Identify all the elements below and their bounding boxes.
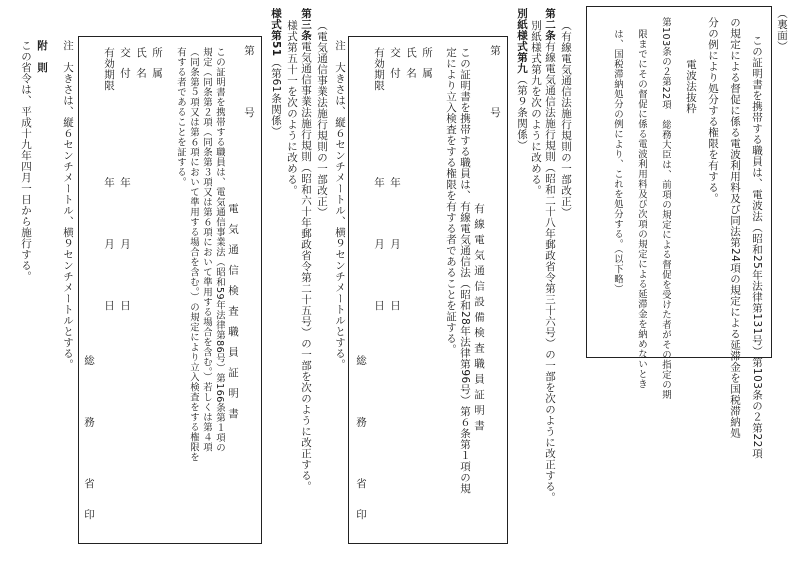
form51-body-line: 規定（同条第２項（同条第３項又は第６項において準用する場合を含む。）若しくは第４項 (201, 47, 212, 453)
article3-label: 第三条 (300, 8, 312, 41)
form51-cert-title: 電気通信検査職員証明書 (227, 203, 239, 429)
box-line: 第103条の２第22項 総務大臣は、前項の規定による督促を受けた者がその指定の期 (660, 17, 671, 400)
form51-issuer: 総 務 省 (83, 355, 95, 499)
box-line: 限までにその督促に係る電波利用料及び次項の規定による延滞金を納めないとき (636, 29, 647, 389)
article2-paren-title: （有線電気通信法施行規則の一部改正） (560, 20, 572, 218)
article2-text2: 別紙様式第九を次のように改める。 (530, 20, 542, 196)
article3-form-title: 様式第51（第61条関係） (270, 8, 282, 137)
box-line: 分の例により処分する権限を有する。 (707, 17, 719, 204)
form51-seal: 印 (83, 509, 95, 520)
form51-number: 第 号 (243, 45, 255, 123)
back-side-note: （裏面） (776, 8, 788, 52)
form9-issuer: 総 務 省 (355, 355, 367, 499)
form9-certificate-box (348, 36, 508, 544)
form9-seal: 印 (355, 509, 367, 520)
form9-valid-date: 年 月 日 (373, 177, 385, 321)
form51-field-valid: 有効期限 (103, 47, 115, 91)
form9-size-note: 注 大きさは、縦６センチメートル、横９センチメートルとする。 (334, 40, 346, 370)
supplementary-text: この省令は、平成十九年四月一日から施行する。 (20, 40, 32, 282)
form51-field-name: 氏名 (135, 47, 147, 88)
form51-body-line: （同条第５項又は第６項において準用する場合を含む。）の規定により立入検査をする権限を (188, 47, 199, 463)
form9-body-line: この証明書を携帯する職員は、有線電気通信法（昭和28年法律第96号）第６条第１項の規 (459, 47, 471, 494)
supplementary-title: 附 則 (36, 40, 48, 73)
form9-field-affiliation: 所属 (421, 47, 433, 88)
box-line: の規定による督促に係る電波利用料及び同法第24項の規定による延滞金を国税滞納処 (729, 17, 741, 439)
form9-field-issued: 交付 (389, 47, 401, 88)
form9-cert-title: 有線電気通信設備検査職員証明書 (473, 203, 485, 436)
radio-law-certificate-box (586, 6, 772, 459)
article3-text1: 電気通信事業法施行規則（昭和六十年郵政省令第二十五号）の一部を次のように改正する。 (300, 41, 312, 492)
form9-issued-date: 年 月 日 (389, 177, 401, 321)
form51-certificate-box (78, 36, 262, 544)
box-line: この証明書を携帯する職員は、電波法（昭和25年法律第131号）第103条の２第22項 (751, 35, 763, 459)
form51-size-note: 注 大きさは、縦６センチメートル、横９センチメートルとする。 (62, 40, 74, 370)
article2-form-title: 別紙様式第九（第９条関係） (516, 8, 528, 151)
article2-text1: 有線電気通信法施行規則（昭和二十八年郵政省令第三十六号）の一部を次のように改正する。 (544, 41, 556, 503)
form51-body-line: この証明書を携帯する職員は、電気通信事業法（昭和59年法律第86号）第166条第１項の (214, 47, 225, 453)
form9-field-name: 氏名 (405, 47, 417, 88)
box-line: は、国税滞納処分の例により、これを処分する。（以下略） (612, 29, 623, 295)
form9-number: 第 号 (489, 45, 501, 123)
form51-valid-date: 年 月 日 (103, 177, 115, 321)
article3-paren-title: （電気通信事業法施行規則の一部改正） (316, 20, 328, 218)
form51-body-line: 有する者であることを証する。 (175, 47, 186, 187)
form51-field-issued: 交付 (119, 47, 131, 88)
form9-field-valid: 有効期限 (373, 47, 385, 91)
form51-issued-date: 年 月 日 (119, 177, 131, 321)
article2-label: 第二条 (544, 8, 556, 41)
article3-text2: 様式第五十一を次のように改める。 (286, 20, 298, 196)
article2-text (544, 8, 556, 503)
form51-field-affiliation: 所属 (151, 47, 163, 88)
excerpt-heading: 電波法抜粋 (685, 59, 697, 114)
form9-body-line: 定により立入検査をする権限を有する者であることを証する。 (445, 47, 457, 355)
article3-text (300, 8, 312, 492)
